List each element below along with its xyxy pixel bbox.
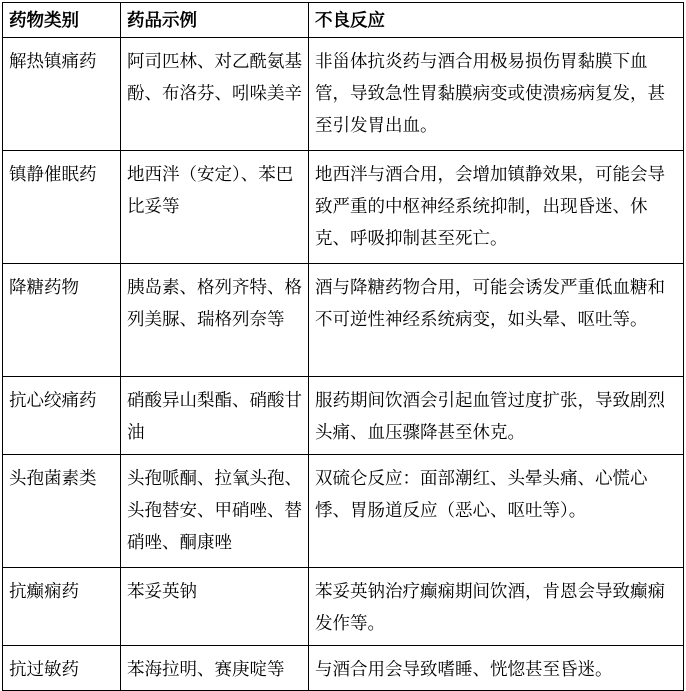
drug-category-cell: 抗过敏药	[3, 646, 121, 691]
drug-examples-cell: 苯海拉明、赛庚啶等	[121, 646, 309, 691]
drug-examples-cell: 苯妥英钠	[121, 568, 309, 646]
drug-examples-cell: 硝酸异山梨酯、硝酸甘油	[121, 377, 309, 455]
adverse-reaction-cell: 双硫仑反应：面部潮红、头晕头痛、心慌心悸、胃肠道反应（恶心、呕吐等）。	[309, 455, 684, 568]
drug-category-cell: 抗心绞痛药	[3, 377, 121, 455]
header-row	[3, 3, 684, 38]
header-adverse-reaction: 不良反应	[309, 3, 684, 38]
table-row	[3, 38, 684, 151]
drug-category-cell: 降糖药物	[3, 264, 121, 377]
drug-category-cell: 解热镇痛药	[3, 38, 121, 151]
drug-category-cell: 镇静催眠药	[3, 151, 121, 264]
table-row	[3, 455, 684, 568]
drug-examples-cell: 阿司匹林、对乙酰氨基酚、布洛芬、吲哚美辛	[121, 38, 309, 151]
table-row	[3, 568, 684, 646]
table-row	[3, 151, 684, 264]
table-row	[3, 264, 684, 377]
drug-alcohol-interaction-table	[2, 2, 684, 691]
header-drug-examples: 药品示例	[121, 3, 309, 38]
drug-examples-cell: 头孢哌酮、拉氧头孢、头孢替安、甲硝唑、替硝唑、酮康唑	[121, 455, 309, 568]
adverse-reaction-cell: 酒与降糖药物合用，可能会诱发严重低血糖和不可逆性神经系统病变，如头晕、呕吐等。	[309, 264, 684, 377]
adverse-reaction-cell: 服药期间饮酒会引起血管过度扩张，导致剧烈头痛、血压骤降甚至休克。	[309, 377, 684, 455]
drug-category-cell: 抗癫痫药	[3, 568, 121, 646]
adverse-reaction-cell: 非甾体抗炎药与酒合用极易损伤胃黏膜下血管，导致急性胃黏膜病变或使溃疡病复发，甚至引发胃出血。	[309, 38, 684, 151]
drug-examples-cell: 地西泮（安定）、苯巴比妥等	[121, 151, 309, 264]
header-drug-category: 药物类别	[3, 3, 121, 38]
table-row	[3, 377, 684, 455]
adverse-reaction-cell: 与酒合用会导致嗜睡、恍惚甚至昏迷。	[309, 646, 684, 691]
adverse-reaction-cell: 地西泮与酒合用，会增加镇静效果，可能会导致严重的中枢神经系统抑制，出现昏迷、休克、呼吸抑制甚至死亡。	[309, 151, 684, 264]
drug-examples-cell: 胰岛素、格列齐特、格列美脲、瑞格列奈等	[121, 264, 309, 377]
drug-category-cell: 头孢菌素类	[3, 455, 121, 568]
adverse-reaction-cell: 苯妥英钠治疗癫痫期间饮酒，肯恩会导致癫痫发作等。	[309, 568, 684, 646]
